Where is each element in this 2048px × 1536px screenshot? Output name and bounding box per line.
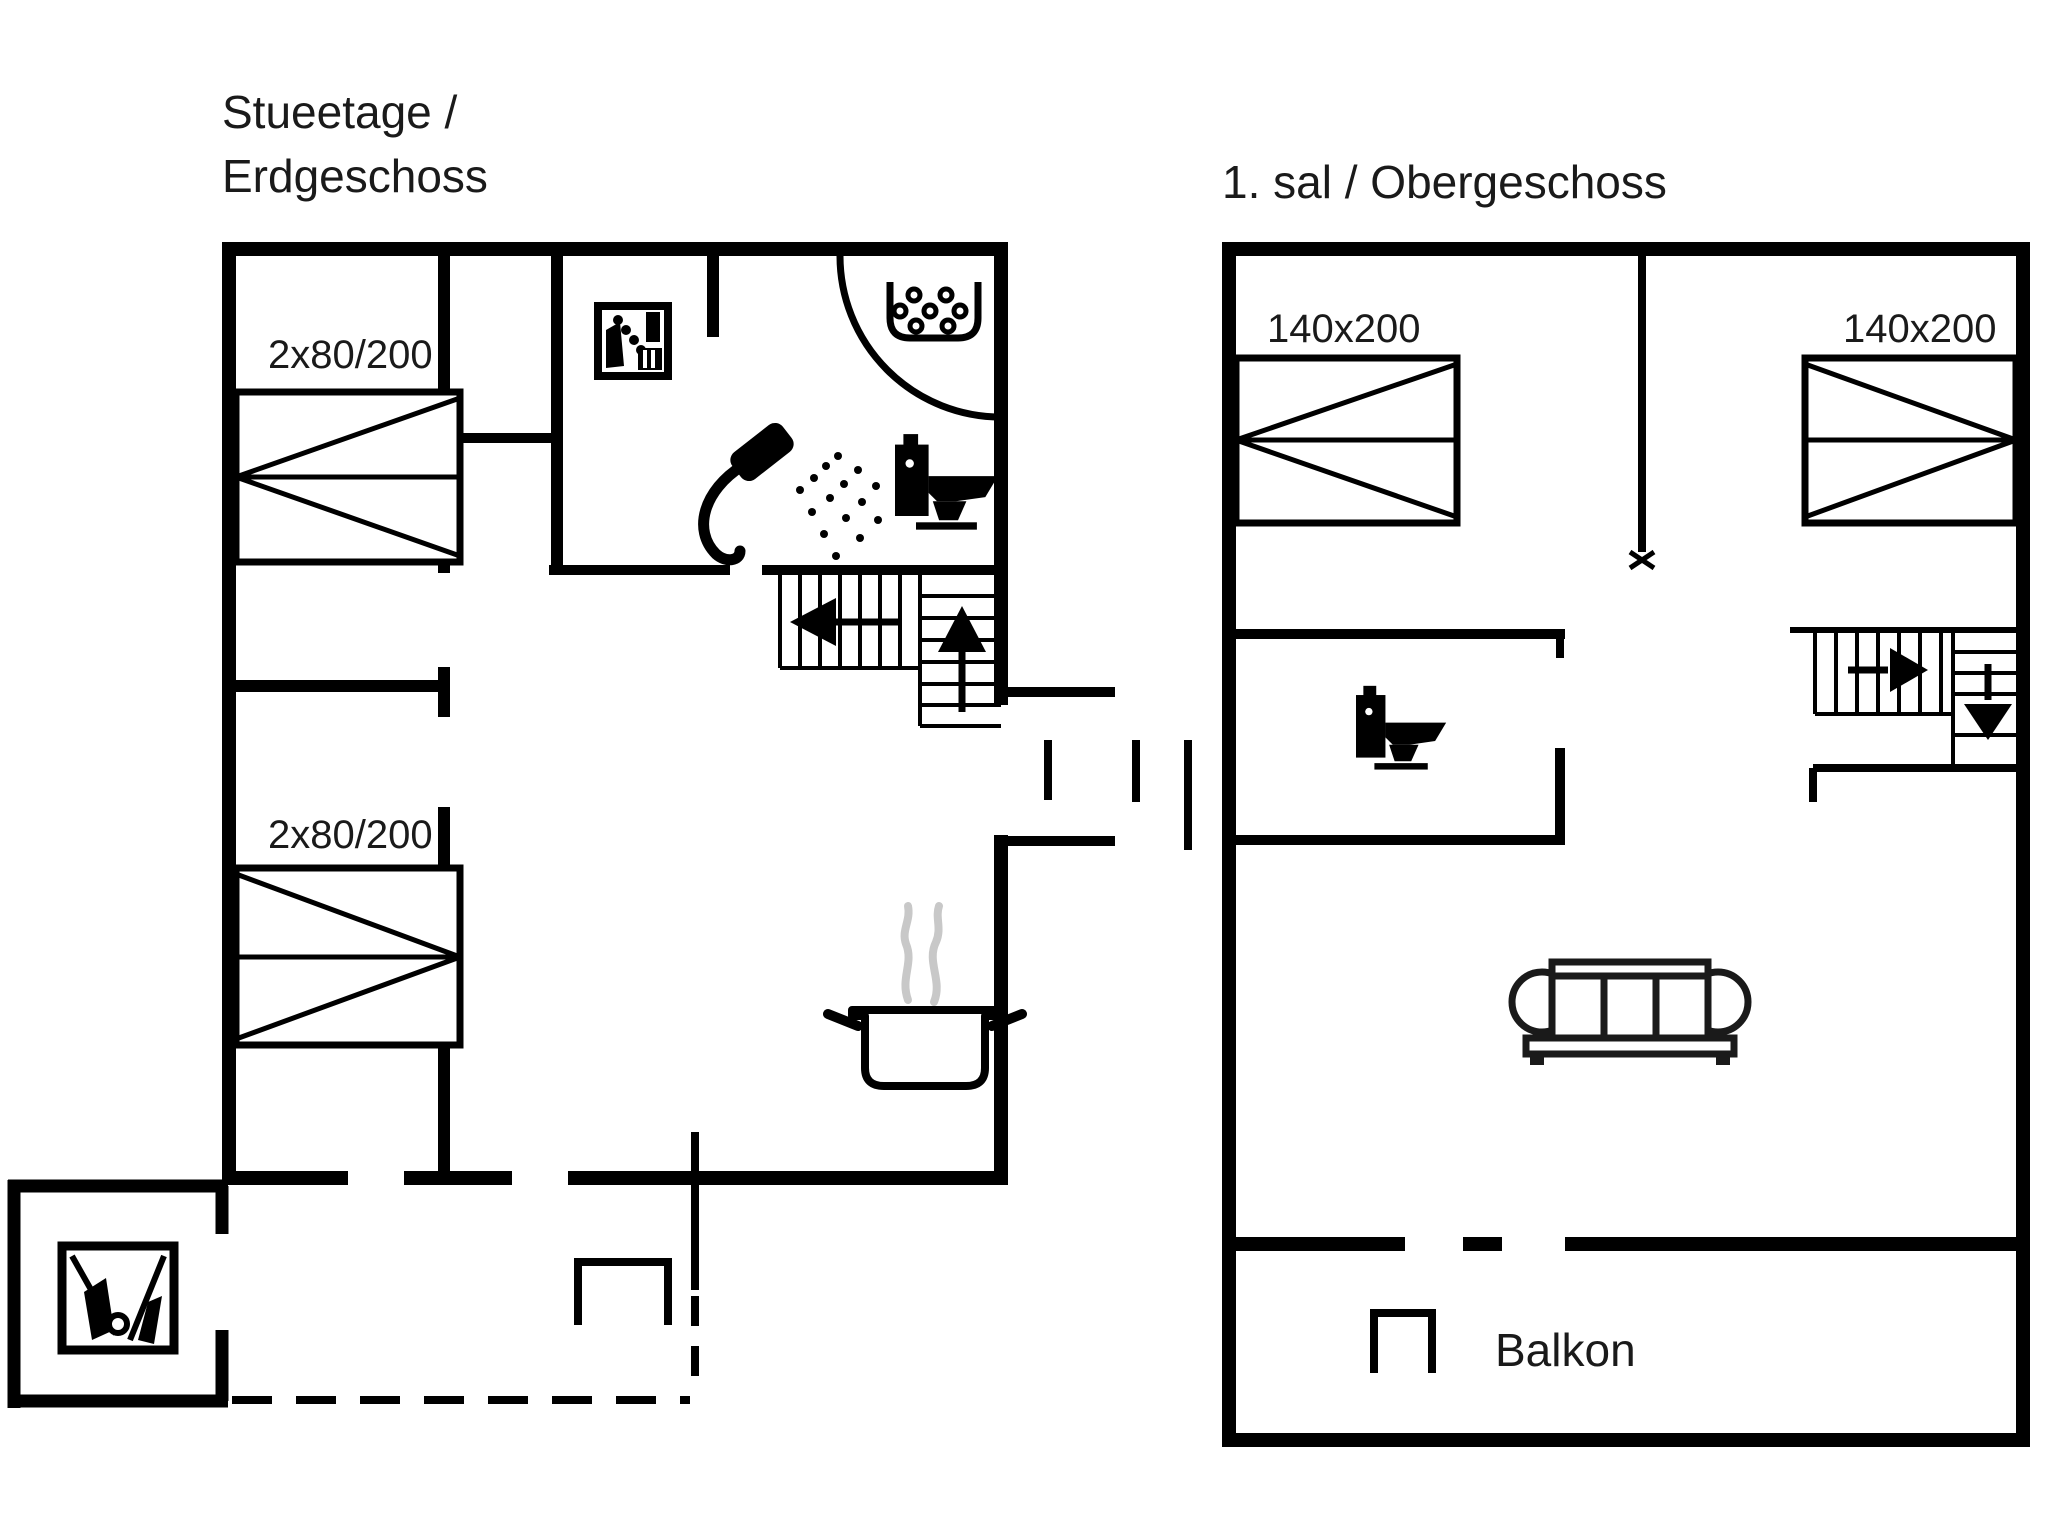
steam bbox=[933, 906, 939, 1002]
ground-floor-title-line1: Stueetage / bbox=[222, 86, 458, 138]
double-bed-symbol bbox=[1236, 307, 1457, 523]
shower-spray bbox=[796, 452, 882, 560]
annex-room bbox=[8, 1180, 228, 1408]
terrace-dashed-outline bbox=[232, 1296, 695, 1400]
ground-floor-plan bbox=[8, 86, 1188, 1408]
bunk-bed-symbol bbox=[236, 333, 460, 562]
shower-icon bbox=[704, 419, 882, 560]
stair-arrow-left bbox=[790, 598, 836, 646]
bed-size-label: 140x200 bbox=[1267, 307, 1421, 351]
shower-tray-icon bbox=[890, 282, 978, 338]
cleaning-equipment-icon bbox=[62, 1246, 174, 1350]
stair-arrow-right bbox=[1890, 648, 1928, 692]
sofa-icon bbox=[1512, 962, 1748, 1065]
toilet-icon bbox=[895, 434, 998, 530]
bunk-bed-symbol bbox=[236, 813, 460, 1045]
bed-size-label: 2x80/200 bbox=[268, 813, 433, 857]
toilet-icon bbox=[1356, 686, 1446, 770]
upper-floor-title: 1. sal / Obergeschoss bbox=[1222, 156, 1667, 208]
bedroom-partition-wall bbox=[1630, 256, 1654, 568]
door-marker bbox=[1374, 1313, 1432, 1373]
balcony-label: Balkon bbox=[1495, 1324, 1636, 1376]
balcony-area bbox=[1374, 1313, 1636, 1376]
ground-floor-title-line2: Erdgeschoss bbox=[222, 150, 488, 202]
double-bed-symbol bbox=[1805, 307, 2016, 523]
stairs-up-icon bbox=[780, 572, 1001, 726]
steam bbox=[905, 906, 909, 1000]
connecting-passage bbox=[1008, 692, 1188, 850]
washing-machine-icon bbox=[598, 306, 668, 376]
stairs-down-icon bbox=[1790, 630, 2023, 802]
cooking-pot-icon bbox=[828, 906, 1022, 1086]
bed-size-label: 140x200 bbox=[1843, 307, 1997, 351]
bed-size-label: 2x80/200 bbox=[268, 333, 433, 377]
upper-floor-plan bbox=[1222, 156, 2030, 1447]
door-marker bbox=[578, 1262, 668, 1325]
stair-arrow-up bbox=[938, 606, 986, 652]
